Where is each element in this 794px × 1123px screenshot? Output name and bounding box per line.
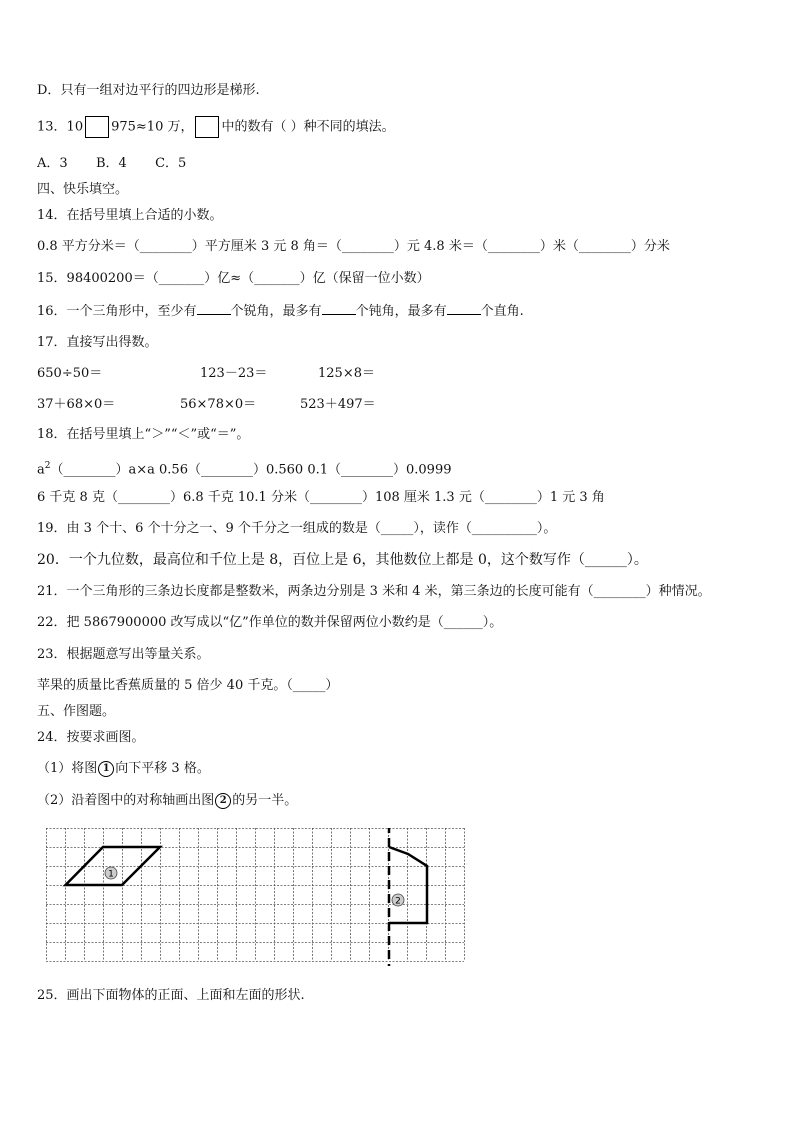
q16-part-c: 个钝角，最多有 xyxy=(355,304,447,319)
q18-exponent: 2 xyxy=(44,461,51,471)
q17-r1-c1: 650÷50＝ xyxy=(37,366,103,381)
q13-options xyxy=(37,155,186,173)
figure-2-badge: 2 xyxy=(215,793,231,809)
q18-row1-rest: （________）a×a 0.56（________）0.560 0.1（________）0.0999 xyxy=(50,462,452,478)
q23-stem: 23．根据题意写出等量关系。 xyxy=(37,647,210,662)
q17-r2-c3: 523＋497＝ xyxy=(300,397,376,412)
figure-2-label: 2 xyxy=(395,896,401,907)
option-d-label: D． xyxy=(37,83,61,98)
q17-r1-c2: 123－23＝ xyxy=(200,366,268,381)
question-21: 21．一个三角形的三条边长度都是整数米，两条边分别是 3 米和 4 米，第三条边的长度可能有（________）种情况。 xyxy=(37,584,711,599)
q24-p2-b: 的另一半。 xyxy=(232,793,298,808)
q13-part-c: 中的数有（ ）种不同的填法。 xyxy=(221,119,395,135)
q17-r1-c3: 125×8＝ xyxy=(318,366,375,381)
section-4-title: 四、快乐填空。 xyxy=(37,182,129,197)
figure-1-badge: 1 xyxy=(98,761,114,777)
q16-blank-3[interactable] xyxy=(447,302,481,315)
question-13 xyxy=(37,116,395,138)
q17-r2-c1: 37＋68×0＝ xyxy=(37,397,116,412)
q18-stem: 18．在括号里填上“＞”“＜”或“＝”。 xyxy=(37,427,250,442)
q24-p1-b: 向下平移 3 格。 xyxy=(115,761,210,776)
option-d-text: 只有一组对边平行的四边形是梯形. xyxy=(60,83,260,98)
q13-number: 13． xyxy=(37,119,67,135)
half-figure-2 xyxy=(389,847,427,923)
q23-line: 苹果的质量比香蕉质量的 5 倍少 40 千克。（_____） xyxy=(37,678,339,693)
q24-stem: 24．按要求画图。 xyxy=(37,730,145,745)
figure-1-label: 1 xyxy=(108,869,114,880)
question-20: 20．一个九位数，最高位和千位上是 8，百位上是 6，其他数位上都是 0，这个数写作（______）。 xyxy=(37,552,648,568)
q13-option-a[interactable]: A．3 xyxy=(37,156,68,171)
q13-option-b[interactable]: B．4 xyxy=(95,156,127,171)
drawing-grid[interactable] xyxy=(46,828,466,966)
q24-p2-a: （2）沿着图中的对称轴画出图 xyxy=(37,793,215,808)
q17-r2-c2: 56×78×0＝ xyxy=(180,397,257,412)
q13-blank-box-2[interactable] xyxy=(195,116,219,138)
q14-line: 0.8 平方分米＝（________）平方厘米 3 元 8 角＝（________）元 4.8 米＝（________）米（________）分米 xyxy=(37,239,670,254)
section-5-title: 五、作图题。 xyxy=(37,704,116,719)
question-15: 15．98400200＝（_______）亿≈（_______）亿（保留一位小数） xyxy=(37,271,430,286)
q14-stem: 14．在括号里填上合适的小数。 xyxy=(37,208,223,223)
q13-blank-box[interactable] xyxy=(85,116,109,138)
q13-part-b: 975≈10 万， xyxy=(111,119,194,135)
q18-row-2: 6 千克 8 克（________）6.8 千克 10.1 分米（________）108 厘米 1.3 元（________）1 元 3 角 xyxy=(37,490,605,505)
q24-part-2 xyxy=(37,792,297,810)
question-16 xyxy=(37,302,524,321)
question-25: 25．画出下面物体的正面、上面和左面的形状. xyxy=(37,988,305,1003)
q16-part-a: 16．一个三角形中，至少有 xyxy=(37,304,197,319)
q24-part-1 xyxy=(37,760,210,778)
q17-stem: 17．直接写出得数。 xyxy=(37,335,158,350)
q13-option-c[interactable]: C．5 xyxy=(155,156,187,171)
option-d xyxy=(37,82,260,100)
q24-p1-a: （1）将图 xyxy=(37,761,98,776)
q13-part-a: 10 xyxy=(66,119,84,135)
question-19: 19．由 3 个十、6 个十分之一、9 个千分之一组成的数是（_____），读作（__________）。 xyxy=(37,521,557,536)
q16-part-b: 个锐角，最多有 xyxy=(230,304,322,319)
q16-blank-2[interactable] xyxy=(322,302,356,315)
q16-part-d: 个直角. xyxy=(480,304,524,319)
question-22: 22．把 5867900000 改写成以“亿”作单位的数并保留两位小数约是（______）。 xyxy=(37,615,503,630)
q16-blank-1[interactable] xyxy=(197,302,231,315)
q18-row-1 xyxy=(37,457,451,479)
q18-a: a xyxy=(37,462,45,478)
